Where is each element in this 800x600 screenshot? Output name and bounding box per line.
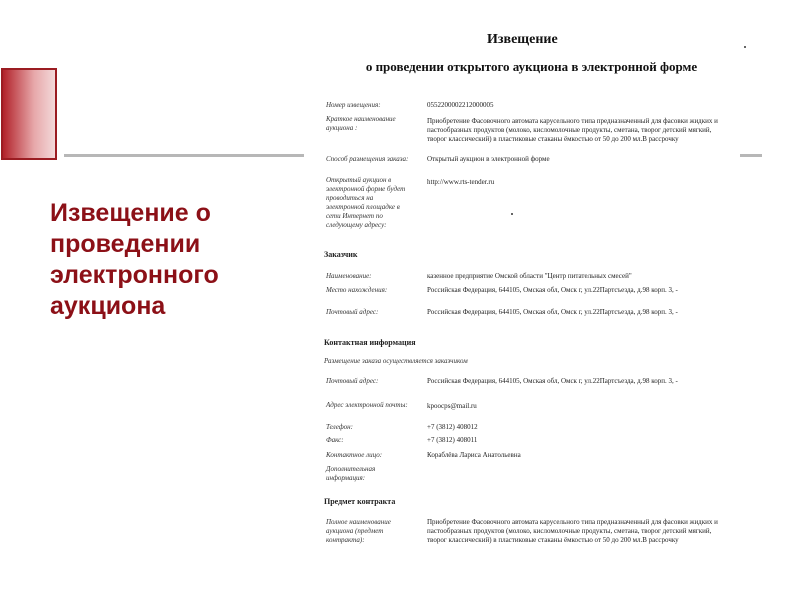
- field-value-platform: http://www.rts-tender.ru: [427, 178, 495, 186]
- field-value-phone: +7 (3812) 408012: [427, 423, 478, 431]
- field-label-contact-person: Контактное лицо:: [326, 451, 383, 459]
- field-label-contact-postal: Почтовый адрес:: [326, 377, 379, 385]
- section-heading-contact: Контактная информация: [324, 338, 416, 347]
- field-value-short-name: Приобретение Фасовочного автомата карусельного типа предназначенный для фасовки жидких и пастообразных продуктов (молоко, кисломолочные продукты, сметана, творог детский мягкий, творог классический) в пластиковые стаканы ёмкостью от 50 до 200 мл.В рассрочку: [427, 117, 718, 143]
- field-value-customer-name: казенное предприятие Омской области "Центр питательных смесей": [427, 272, 632, 280]
- field-label-phone: Телефон:: [326, 423, 353, 431]
- field-label-additional-info: Дополнительная информация:: [326, 465, 376, 482]
- field-label-method: Способ размещения заказа:: [326, 155, 409, 163]
- field-value-notice-number: 0552200002212000005: [427, 101, 494, 109]
- divider-line: [64, 154, 304, 157]
- document-title: Извещение: [487, 32, 558, 47]
- field-value-contact-postal: Российская Федерация, 644105, Омская обл, Омск г, ул.22Партсъезда, д.98 корп. 3, -: [427, 377, 678, 385]
- field-label-location: Место нахождения:: [326, 286, 388, 294]
- scan-speck: [744, 46, 746, 48]
- section-heading-customer: Заказчик: [324, 250, 358, 259]
- field-label-postal-address: Почтовый адрес:: [326, 308, 379, 316]
- field-label-fax: Факс:: [326, 436, 344, 444]
- field-label-notice-number: Номер извещения:: [326, 101, 381, 109]
- contact-note: Размещение заказа осуществляется заказчиком: [324, 357, 468, 365]
- scan-speck: [511, 213, 513, 215]
- field-value-location: Российская Федерация, 644105, Омская обл, Омск г, ул.22Партсъезда, д.98 корп. 3, -: [427, 286, 678, 294]
- document-subtitle: о проведении открытого аукциона в электронной форме: [365, 59, 698, 74]
- field-label-customer-name: Наименование:: [326, 272, 372, 280]
- field-label-short-name: Краткое наименование аукциона :: [326, 115, 396, 132]
- field-value-postal-address: Российская Федерация, 644105, Омская обл, Омск г, ул.22Партсъезда, д.98 корп. 3, -: [427, 308, 678, 316]
- divider-line-right: [740, 154, 762, 157]
- field-label-email: Адрес электронной почты:: [326, 401, 408, 409]
- section-heading-subject: Предмет контракта: [324, 497, 396, 506]
- field-value-method: Открытый аукцион в электронной форме: [427, 155, 550, 163]
- field-value-email: kpoocps@mail.ru: [427, 402, 477, 410]
- scanned-document: [304, 20, 740, 600]
- field-value-full-name: Приобретение Фасовочного автомата карусельного типа предназначенный для фасовки жидких и пастообразных продуктов (молоко, кисломолочные продукты, сметана, творог детский мягкий, творог классический) в пластиковые стаканы ёмкостью от 50 до 200 мл.В рассрочку: [427, 518, 718, 544]
- field-value-fax: +7 (3812) 408011: [427, 436, 478, 444]
- field-value-contact-person: Кораблёва Лариса Анатольевна: [427, 451, 521, 459]
- accent-box: [1, 68, 57, 160]
- slide-title: Извещение о проведении электронного аукциона: [50, 199, 219, 320]
- field-label-full-name: Полное наименование аукциона (предмет контракта):: [326, 518, 391, 544]
- field-label-platform: Открытый аукцион в электронной форме будет проводиться на электронной площадке в сети Интернет по следующему адресу:: [326, 176, 406, 229]
